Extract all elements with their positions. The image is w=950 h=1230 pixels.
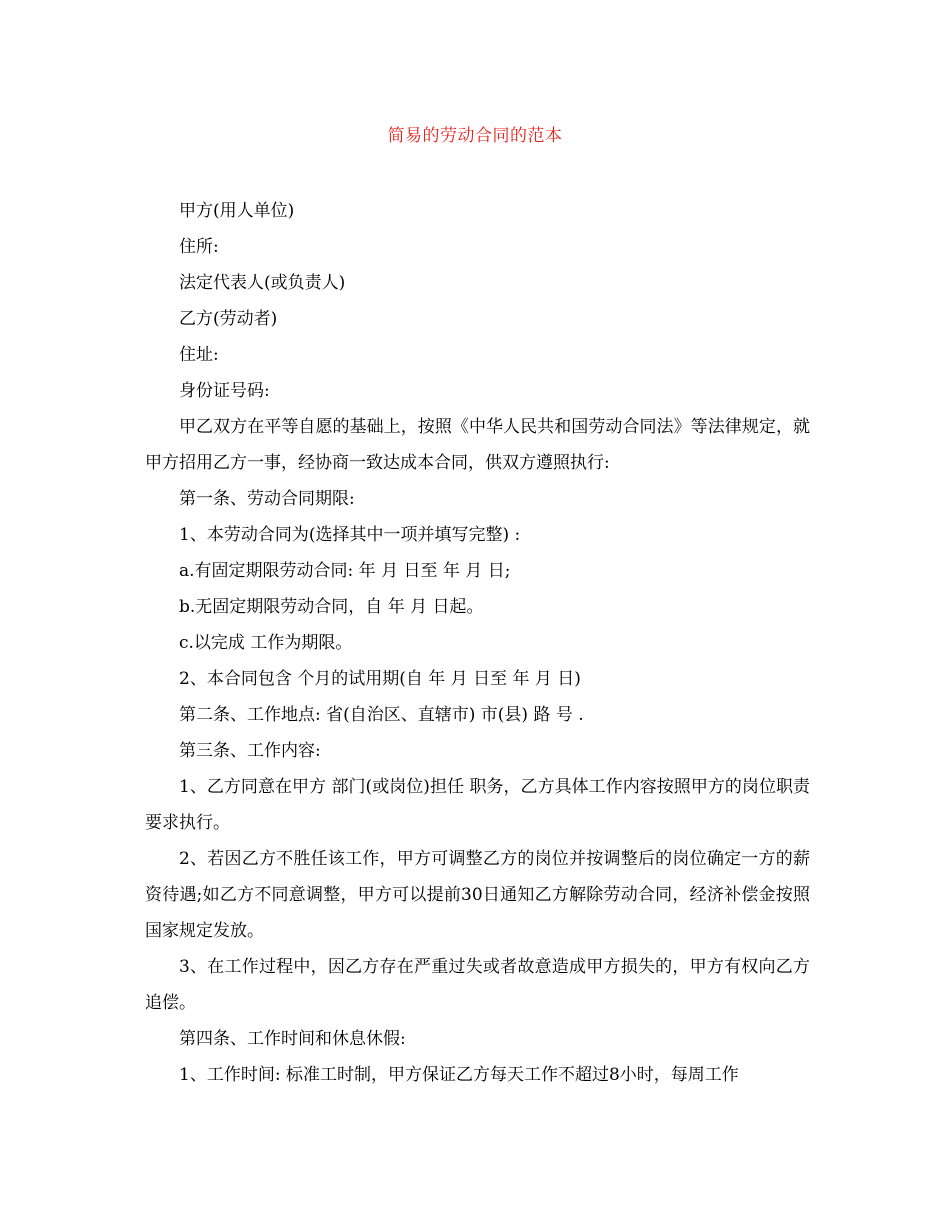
article-1-option-c: c.以完成 工作为期限。 [179,633,353,653]
legal-representative-label: 法定代表人(或负责人) [179,273,346,293]
article-1-option-a: a.有固定期限劳动合同: 年 月 日至 年 月 日; [179,561,511,581]
preamble-paragraph: 甲乙双方在平等自愿的基础上，按照《中华人民共和国劳动合同法》等法律规定，就甲方招用乙方一事，经协商一致达成本合同，供双方遵照执行: [145,417,810,473]
id-number-label: 身份证号码: [179,381,270,401]
article-1-item-1: 1、本劳动合同为(选择其中一项并填写完整) : [179,525,521,545]
document-title: 简易的劳动合同的范本 [387,126,563,146]
party-a-address-label: 住所: [179,237,219,257]
article-4-item-1: 1、工作时间: 标准工时制，甲方保证乙方每天工作不超过8小时，每周工作 [179,1065,739,1085]
article-3-item-3: 3、在工作过程中，因乙方存在严重过失或者故意造成甲方损失的，甲方有权向乙方追偿。 [145,957,810,1013]
party-b-address-label: 住址: [179,345,219,365]
document-body [145,193,810,1093]
article-3-item-1: 1、乙方同意在甲方 部门(或岗位)担任 职务，乙方具体工作内容按照甲方的岗位职责要求执行。 [145,777,810,833]
article-2-heading: 第二条、工作地点: 省(自治区、直辖市) 市(县) 路 号 . [179,705,584,725]
party-b-label: 乙方(劳动者) [179,309,278,329]
article-4-heading: 第四条、工作时间和休息休假: [179,1029,406,1049]
article-1-option-b: b.无固定期限劳动合同，自 年 月 日起。 [179,597,484,617]
article-3-heading: 第三条、工作内容: [179,741,321,761]
article-1-heading: 第一条、劳动合同期限: [179,489,355,509]
article-3-item-2: 2、若因乙方不胜任该工作，甲方可调整乙方的岗位并按调整后的岗位确定一方的薪资待遇;如乙方不同意调整，甲方可以提前30日通知乙方解除劳动合同，经济补偿金按照国家规定发放。 [145,849,810,941]
article-1-item-2: 2、本合同包含 个月的试用期(自 年 月 日至 年 月 日) [179,669,581,689]
party-a-label: 甲方(用人单位) [179,201,295,221]
